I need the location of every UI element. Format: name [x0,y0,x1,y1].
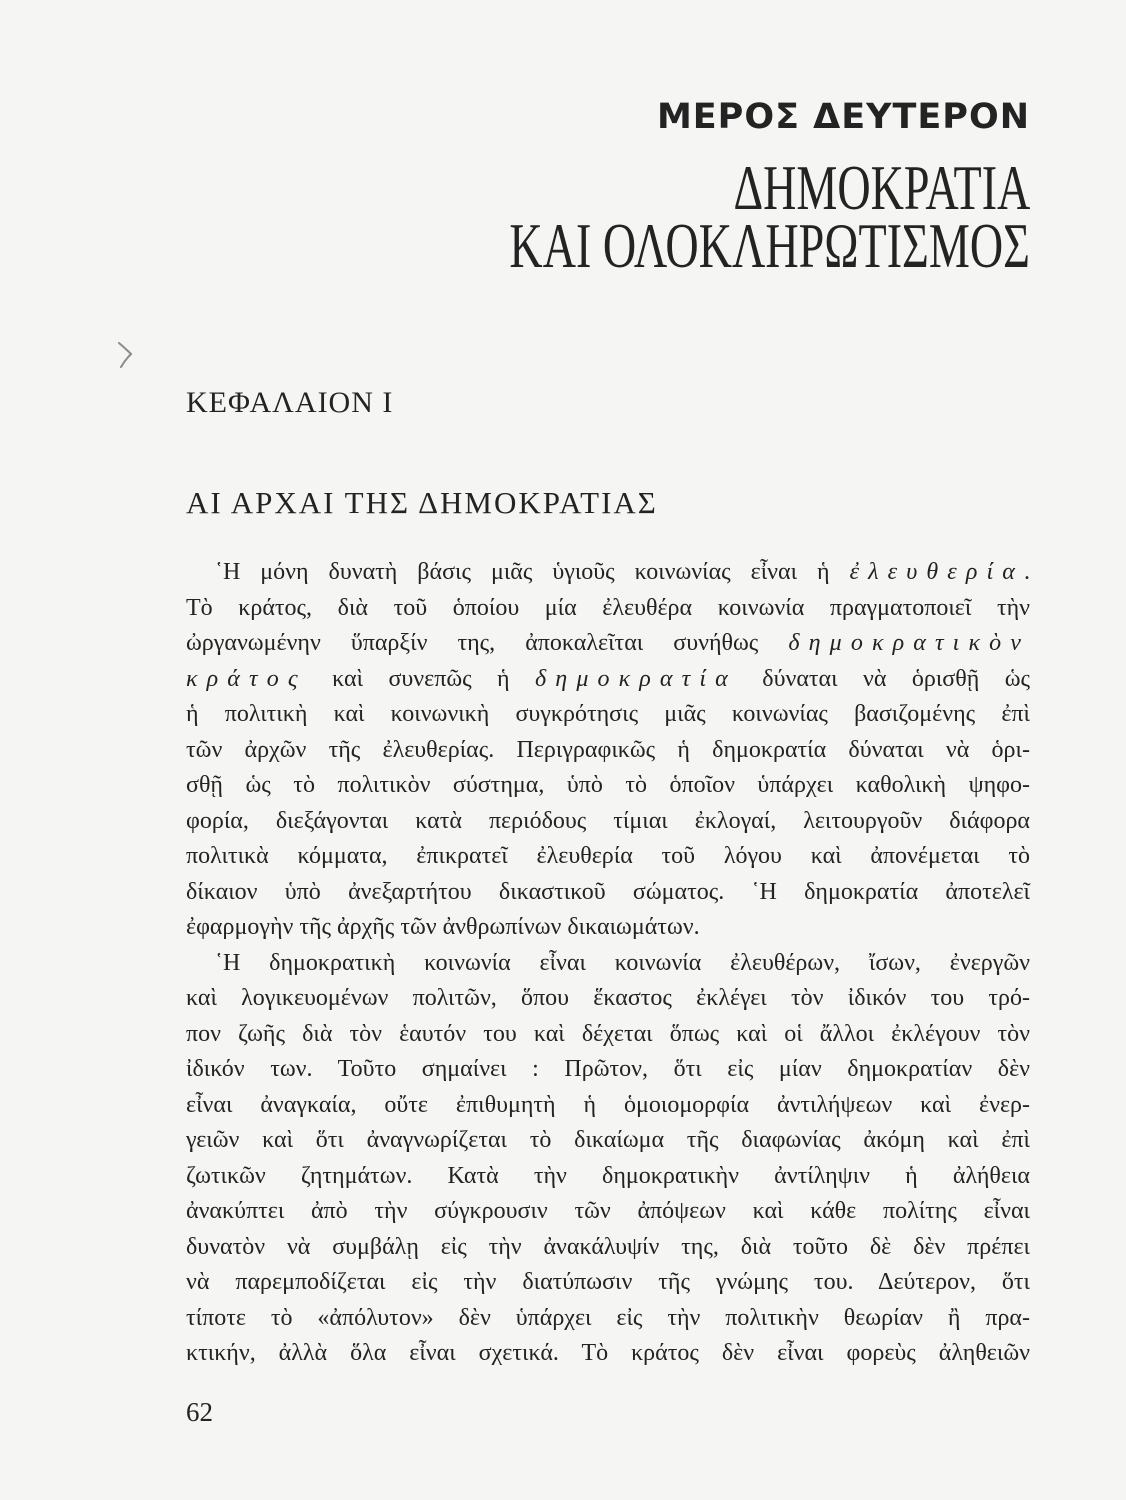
body-line [186,1052,1030,1088]
body-line [186,981,1030,1017]
line-text: κτικήν, ἀλλὰ ὅλα εἶναι σχετικά. Τὸ κράτος δὲν εἶναι φορεὺς ἀληθειῶν [186,1340,1030,1366]
body-line [186,1230,1030,1266]
book-title-line-2: ΚΑΙ ΟΛΟΚΛΗΡΩΤΙΣΜΟΣ [509,210,1030,281]
body-line [186,626,1030,662]
body-line [186,1265,1030,1301]
body-line [186,768,1030,804]
line-text: ῾Η δημοκρατικὴ κοινωνία εἶναι κοινωνία ἐλευθέρων, ἴσων, ἐνεργῶν [215,949,1030,976]
body-line [186,1159,1030,1195]
line-text: φορία, διεξάγονται κατὰ περιόδους τίμιαι ἐκλογαί, λειτουργοῦν διάφορα [186,807,1030,834]
line-text: ἀνακύπτει ἀπὸ τὴν σύγκρουσιν τῶν ἀπόψεων καὶ κάθε πολίτης εἶναι [186,1198,1030,1224]
line-text: . [1024,559,1030,585]
body-line [186,1088,1030,1124]
body-line [186,1301,1030,1337]
line-text: ῾Η μόνη δυνατὴ βάσις μιᾶς ὑγιοῦς κοινωνίας εἶναι ἡ [215,559,850,585]
line-text: γειῶν καὶ ὅτι ἀναγνωρίζεται τὸ δικαίωμα τῆς διαφωνίας ἀκόμη καὶ ἐπὶ [186,1127,1030,1153]
chapter-heading: ΑΙ ΑΡΧΑΙ ΤΗΣ ΔΗΜΟΚΡΑΤΙΑΣ [186,485,658,520]
page-number: 62 [186,1397,213,1427]
pencil-chevron-mark-icon [112,338,138,372]
line-text: καὶ συνεπῶς ἡ [306,665,536,692]
line-text: νὰ παρεμποδίζεται εἰς τὴν διατύπωσιν τῆς γνώμης του. Δεύτερον, ὅτι [186,1269,1030,1295]
body-line [186,910,1030,946]
line-text: Τὸ κράτος, διὰ τοῦ ὁποίου μία ἐλευθέρα κοινωνία πραγματοποιεῖ τὴν [186,594,1030,621]
body-line [186,733,1030,769]
emphasized-word: δημοκρατία [535,665,737,692]
body-line [186,697,1030,733]
body-line [186,804,1030,840]
body-line [186,1123,1030,1159]
part-label: ΜΕΡΟΣ ΔΕΥΤΕΡΟΝ [656,97,1030,137]
emphasized-word: ἐλευθερία [849,559,1024,585]
body-line [186,1336,1030,1372]
chapter-label: ΚΕΦΑΛΑΙΟΝ Ι [186,386,394,419]
line-text: δύναται νὰ ὁρισθῇ ὡς [736,665,1030,692]
line-text: δίκαιον ὑπὸ ἀνεξαρτήτου δικαστικοῦ σώματος. ῾Η δημοκρατία ἀποτελεῖ [186,878,1030,905]
line-text: πον ζωῆς διὰ τὸν ἑαυτόν του καὶ δέχεται ὅπως καὶ οἱ ἄλλοι ἐκλέγουν τὸν [186,1020,1030,1047]
body-line [186,555,1030,591]
line-text: εἶναι ἀναγκαία, οὔτε ἐπιθυμητὴ ἡ ὁμοιομορφία ἀντιλήψεων καὶ ἐνερ- [186,1091,1030,1118]
body-line [186,662,1030,698]
line-text: ἰδικόν των. Τοῦτο σημαίνει : Πρῶτον, ὅτι εἰς μίαν δημοκρατίαν δὲν [186,1056,1030,1082]
line-text: ἡ πολιτικὴ καὶ κοινωνικὴ συγκρότησις μιᾶς κοινωνίας βασιζομένης ἐπὶ [186,701,1030,727]
body-line [186,875,1030,911]
body-line [186,591,1030,627]
body-line [186,1194,1030,1230]
emphasized-word: δημοκρατικὸν [788,630,1030,656]
body-line [186,1017,1030,1053]
book-title-line-1: ΔΗΜΟΚΡΑΤΙΑ [733,152,1030,223]
line-text: ἐφαρμογὴν τῆς ἀρχῆς τῶν ἀνθρωπίνων δικαιωμάτων. [186,914,700,940]
body-line [186,839,1030,875]
body-line [186,946,1030,982]
line-text: ζωτικῶν ζητημάτων. Κατὰ τὴν δημοκρατικὴν ἀντίληψιν ἡ ἀλήθεια [186,1162,1030,1189]
line-text: πολιτικὰ κόμματα, ἐπικρατεῖ ἐλευθερία τοῦ λόγου καὶ ἀπονέμεται τὸ [186,843,1030,869]
line-text: τίποτε τὸ «ἀπόλυτον» δὲν ὑπάρχει εἰς τὴν πολιτικὴν θεωρίαν ἢ πρα- [186,1304,1030,1331]
line-text: σθῇ ὡς τὸ πολιτικὸν σύστημα, ὑπὸ τὸ ὁποῖον ὑπάρχει καθολικὴ ψηφο- [186,772,1030,798]
line-text: δυνατὸν νὰ συμβάλῃ εἰς τὴν ἀνακάλυψίν της, διὰ τοῦτο δὲ δὲν πρέπει [186,1233,1030,1260]
line-text: τῶν ἀρχῶν τῆς ἐλευθερίας. Περιγραφικῶς ἡ δημοκρατία δύναται νὰ ὁρι- [186,736,1030,763]
body-text [186,555,1030,1372]
line-text: ὠργανωμένην ὕπαρξίν της, ἀποκαλεῖται συνήθως [186,630,789,656]
line-text: καὶ λογικευομένων πολιτῶν, ὅπου ἕκαστος ἐκλέγει τὸν ἰδικόν του τρό- [186,985,1030,1011]
emphasized-word: κράτος [186,665,307,692]
